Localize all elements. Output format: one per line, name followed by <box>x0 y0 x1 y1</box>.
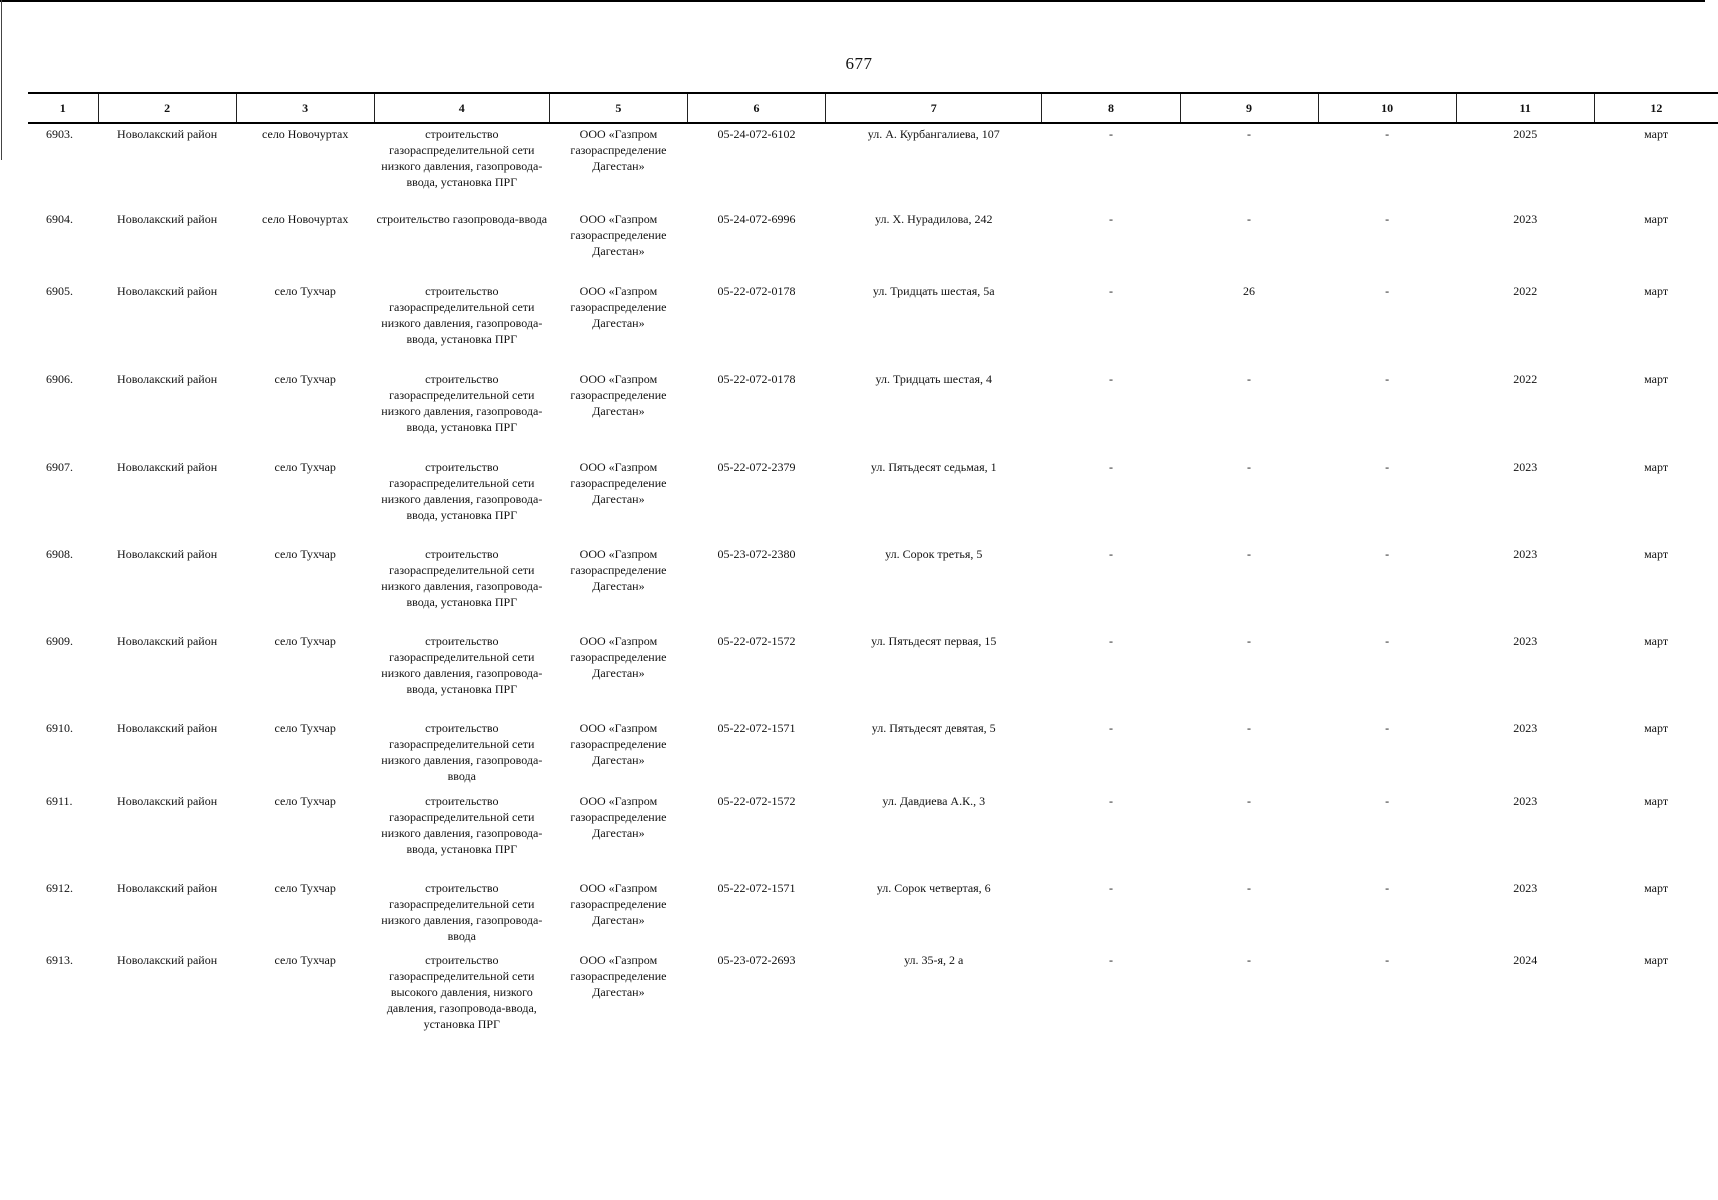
work-description-cell-text: строительство газораспределительной сети низкого давления, газопровода-ввода, установка ПРГ <box>381 794 543 856</box>
work-description-cell-text: строительство газораспределительной сети низкого давления, газопровода-ввода <box>381 881 543 943</box>
address-cell <box>826 370 1042 458</box>
year-cell <box>1456 879 1594 951</box>
column-10-cell-text: - <box>1385 284 1390 298</box>
column-8-cell <box>1042 545 1180 632</box>
settlement-cell <box>236 123 374 210</box>
cadastral-number-cell <box>687 370 825 458</box>
column-10-cell <box>1318 458 1456 545</box>
address-cell-text: ул. А. Курбангалиева, 107 <box>867 127 1000 141</box>
month-cell-text: март <box>1644 212 1669 226</box>
district-cell <box>98 719 236 792</box>
cadastral-number-cell-text: 05-22-072-0178 <box>717 372 796 386</box>
work-description-cell-text: строительство газораспределительной сети низкого давления, газопровода-ввода, установка ПРГ <box>381 284 543 346</box>
district-cell-text: Новолакский район <box>117 881 218 895</box>
year-cell-text: 2023 <box>1513 460 1538 474</box>
month-cell-text: март <box>1644 372 1669 386</box>
column-8-cell-text: - <box>1108 372 1113 386</box>
address-cell <box>826 632 1042 719</box>
address-cell <box>826 282 1042 370</box>
address-cell-text: ул. Сорок третья, 5 <box>885 547 983 561</box>
row-number <box>28 282 98 370</box>
month-cell <box>1594 458 1718 545</box>
organization-cell-text: ООО «Газпром газораспределение Дагестан» <box>570 284 667 330</box>
organization-cell <box>549 282 687 370</box>
year-cell-text: 2023 <box>1513 547 1538 561</box>
address-cell-text: ул. Пятьдесят седьмая, 1 <box>870 460 997 474</box>
settlement-cell-text: село Тухчар <box>274 881 336 895</box>
column-8-cell <box>1042 792 1180 879</box>
table-row <box>28 545 1718 632</box>
month-cell-text: март <box>1644 953 1669 967</box>
month-cell-text: март <box>1644 547 1669 561</box>
cadastral-number-cell <box>687 951 825 1033</box>
row-number <box>28 458 98 545</box>
month-cell-text: март <box>1644 127 1669 141</box>
table-row <box>28 879 1718 951</box>
district-cell-text: Новолакский район <box>117 547 218 561</box>
table-row <box>28 123 1718 210</box>
settlement-cell-text: село Тухчар <box>274 372 336 386</box>
address-cell-text: ул. Давдиева А.К., 3 <box>882 794 986 808</box>
cadastral-number-cell-text: 05-22-072-0178 <box>717 284 796 298</box>
column-9-cell <box>1180 370 1318 458</box>
row-number <box>28 123 98 210</box>
settlement-cell <box>236 458 374 545</box>
cadastral-number-cell-text: 05-23-072-2380 <box>717 547 796 561</box>
row-number <box>28 632 98 719</box>
row-number <box>28 951 98 1033</box>
column-8-cell-text: - <box>1108 794 1113 808</box>
year-cell-text: 2024 <box>1513 953 1538 967</box>
column-10-cell-text: - <box>1385 953 1390 967</box>
settlement-cell-text: село Тухчар <box>274 460 336 474</box>
month-cell <box>1594 792 1718 879</box>
work-description-cell-text: строительство газораспределительной сети низкого давления, газопровода-ввода, установка ПРГ <box>381 127 543 189</box>
work-description-cell <box>374 879 549 951</box>
district-cell <box>98 458 236 545</box>
column-10-cell <box>1318 123 1456 210</box>
district-cell <box>98 370 236 458</box>
column-8-cell <box>1042 123 1180 210</box>
settlement-cell-text: село Новочуртах <box>262 127 349 141</box>
settlement-cell <box>236 719 374 792</box>
month-cell <box>1594 210 1718 282</box>
settlement-cell <box>236 792 374 879</box>
column-header: 6 <box>687 93 825 123</box>
address-cell <box>826 210 1042 282</box>
table-row <box>28 282 1718 370</box>
column-9-cell <box>1180 719 1318 792</box>
column-9-cell <box>1180 282 1318 370</box>
district-cell <box>98 632 236 719</box>
header-row <box>28 93 1718 123</box>
column-10-cell-text: - <box>1385 127 1390 141</box>
column-8-cell-text: - <box>1108 881 1113 895</box>
table-row <box>28 370 1718 458</box>
cadastral-number-cell-text: 05-24-072-6996 <box>717 212 796 226</box>
column-header: 2 <box>98 93 236 123</box>
column-10-cell <box>1318 545 1456 632</box>
organization-cell <box>549 879 687 951</box>
district-cell <box>98 951 236 1033</box>
column-10-cell <box>1318 282 1456 370</box>
column-8-cell <box>1042 719 1180 792</box>
work-description-cell <box>374 719 549 792</box>
work-description-cell-text: строительство газопровода-ввода <box>376 212 548 226</box>
settlement-cell-text: село Новочуртах <box>262 212 349 226</box>
work-description-cell-text: строительство газораспределительной сети высокого давления, низкого давления, газопровода-ввода, установка ПРГ <box>386 953 537 1031</box>
address-cell <box>826 123 1042 210</box>
column-header: 10 <box>1318 93 1456 123</box>
row-number <box>28 370 98 458</box>
year-cell-text: 2023 <box>1513 721 1538 735</box>
year-cell <box>1456 282 1594 370</box>
column-10-cell <box>1318 632 1456 719</box>
year-cell-text: 2023 <box>1513 212 1538 226</box>
column-9-cell <box>1180 458 1318 545</box>
month-cell <box>1594 632 1718 719</box>
organization-cell <box>549 719 687 792</box>
column-header: 7 <box>826 93 1042 123</box>
row-number <box>28 792 98 879</box>
month-cell <box>1594 719 1718 792</box>
district-cell <box>98 210 236 282</box>
address-cell <box>826 545 1042 632</box>
column-header: 12 <box>1594 93 1718 123</box>
cadastral-number-cell-text: 05-22-072-2379 <box>717 460 796 474</box>
column-10-cell-text: - <box>1385 460 1390 474</box>
organization-cell-text: ООО «Газпром газораспределение Дагестан» <box>570 794 667 840</box>
settlement-cell-text: село Тухчар <box>274 953 336 967</box>
settlement-cell-text: село Тухчар <box>274 721 336 735</box>
row-number-text: 6912. <box>46 881 73 895</box>
district-cell <box>98 545 236 632</box>
work-description-cell <box>374 123 549 210</box>
top-rule <box>0 0 1705 2</box>
row-number <box>28 545 98 632</box>
column-9-cell <box>1180 792 1318 879</box>
table-row <box>28 632 1718 719</box>
district-cell <box>98 879 236 951</box>
column-10-cell-text: - <box>1385 634 1390 648</box>
address-cell <box>826 792 1042 879</box>
organization-cell <box>549 632 687 719</box>
column-8-cell <box>1042 210 1180 282</box>
row-number-text: 6907. <box>46 460 73 474</box>
cadastral-number-cell <box>687 458 825 545</box>
month-cell-text: март <box>1644 284 1669 298</box>
row-number <box>28 879 98 951</box>
organization-cell <box>549 210 687 282</box>
district-cell-text: Новолакский район <box>117 284 218 298</box>
column-9-cell <box>1180 210 1318 282</box>
column-9-cell-text: 26 <box>1243 284 1256 298</box>
work-description-cell-text: строительство газораспределительной сети низкого давления, газопровода-ввода, установка ПРГ <box>381 547 543 609</box>
organization-cell-text: ООО «Газпром газораспределение Дагестан» <box>570 547 667 593</box>
year-cell <box>1456 545 1594 632</box>
column-header: 4 <box>374 93 549 123</box>
column-9-cell-text: - <box>1247 212 1252 226</box>
row-number-text: 6904. <box>46 212 73 226</box>
month-cell-text: март <box>1644 794 1669 808</box>
district-cell-text: Новолакский район <box>117 794 218 808</box>
work-description-cell-text: строительство газораспределительной сети низкого давления, газопровода-ввода, установка ПРГ <box>381 634 543 696</box>
address-cell-text: ул. Тридцать шестая, 4 <box>875 372 992 386</box>
address-cell-text: ул. Пятьдесят девятая, 5 <box>871 721 996 735</box>
address-cell-text: ул. 35-я, 2 а <box>904 953 964 967</box>
address-cell <box>826 458 1042 545</box>
organization-cell <box>549 370 687 458</box>
year-cell <box>1456 719 1594 792</box>
district-cell <box>98 282 236 370</box>
year-cell <box>1456 370 1594 458</box>
column-9-cell <box>1180 951 1318 1033</box>
organization-cell-text: ООО «Газпром газораспределение Дагестан» <box>570 634 667 680</box>
year-cell <box>1456 123 1594 210</box>
year-cell <box>1456 632 1594 719</box>
address-cell-text: ул. Сорок четвертая, 6 <box>876 881 991 895</box>
column-8-cell <box>1042 879 1180 951</box>
column-8-cell-text: - <box>1108 460 1113 474</box>
address-cell-text: ул. Х. Нурадилова, 242 <box>875 212 993 226</box>
column-9-cell-text: - <box>1247 634 1252 648</box>
month-cell <box>1594 370 1718 458</box>
column-header: 5 <box>549 93 687 123</box>
cadastral-number-cell <box>687 123 825 210</box>
year-cell-text: 2023 <box>1513 881 1538 895</box>
page-number: 677 <box>845 54 873 73</box>
column-header: 9 <box>1180 93 1318 123</box>
address-cell <box>826 951 1042 1033</box>
column-9-cell <box>1180 879 1318 951</box>
organization-cell <box>549 792 687 879</box>
column-10-cell <box>1318 370 1456 458</box>
register-table <box>28 92 1718 1033</box>
column-9-cell <box>1180 123 1318 210</box>
cadastral-number-cell-text: 05-22-072-1571 <box>717 881 796 895</box>
address-cell <box>826 879 1042 951</box>
district-cell-text: Новолакский район <box>117 372 218 386</box>
district-cell <box>98 792 236 879</box>
cadastral-number-cell-text: 05-23-072-2693 <box>717 953 796 967</box>
column-8-cell-text: - <box>1108 212 1113 226</box>
organization-cell-text: ООО «Газпром газораспределение Дагестан» <box>570 721 667 767</box>
column-9-cell <box>1180 545 1318 632</box>
settlement-cell <box>236 951 374 1033</box>
organization-cell <box>549 123 687 210</box>
month-cell <box>1594 545 1718 632</box>
table-row <box>28 458 1718 545</box>
year-cell-text: 2022 <box>1513 372 1538 386</box>
settlement-cell-text: село Тухчар <box>274 794 336 808</box>
organization-cell-text: ООО «Газпром газораспределение Дагестан» <box>570 460 667 506</box>
row-number-text: 6911. <box>46 794 73 808</box>
column-9-cell-text: - <box>1247 460 1252 474</box>
column-9-cell-text: - <box>1247 547 1252 561</box>
column-8-cell-text: - <box>1108 634 1113 648</box>
organization-cell-text: ООО «Газпром газораспределение Дагестан» <box>570 212 667 258</box>
table-row <box>28 792 1718 879</box>
cadastral-number-cell-text: 05-22-072-1572 <box>717 794 796 808</box>
organization-cell-text: ООО «Газпром газораспределение Дагестан» <box>570 953 667 999</box>
column-10-cell <box>1318 879 1456 951</box>
settlement-cell-text: село Тухчар <box>274 284 336 298</box>
month-cell-text: март <box>1644 881 1669 895</box>
district-cell-text: Новолакский район <box>117 460 218 474</box>
settlement-cell <box>236 282 374 370</box>
table-row <box>28 210 1718 282</box>
column-8-cell-text: - <box>1108 721 1113 735</box>
column-header: 11 <box>1456 93 1594 123</box>
settlement-cell <box>236 210 374 282</box>
work-description-cell <box>374 458 549 545</box>
organization-cell-text: ООО «Газпром газораспределение Дагестан» <box>570 127 667 173</box>
cadastral-number-cell-text: 05-22-072-1571 <box>717 721 796 735</box>
column-9-cell-text: - <box>1247 127 1252 141</box>
district-cell <box>98 123 236 210</box>
column-10-cell-text: - <box>1385 372 1390 386</box>
district-cell-text: Новолакский район <box>117 212 218 226</box>
month-cell <box>1594 879 1718 951</box>
column-8-cell-text: - <box>1108 284 1113 298</box>
district-cell-text: Новолакский район <box>117 721 218 735</box>
column-8-cell <box>1042 282 1180 370</box>
column-10-cell <box>1318 210 1456 282</box>
column-header: 1 <box>28 93 98 123</box>
work-description-cell <box>374 951 549 1033</box>
row-number-text: 6908. <box>46 547 73 561</box>
column-8-cell-text: - <box>1108 127 1113 141</box>
work-description-cell <box>374 282 549 370</box>
column-8-cell-text: - <box>1108 547 1113 561</box>
work-description-cell <box>374 370 549 458</box>
settlement-cell <box>236 370 374 458</box>
column-8-cell <box>1042 951 1180 1033</box>
column-header: 8 <box>1042 93 1180 123</box>
address-cell-text: ул. Тридцать шестая, 5а <box>872 284 995 298</box>
district-cell-text: Новолакский район <box>117 127 218 141</box>
work-description-cell <box>374 632 549 719</box>
year-cell <box>1456 210 1594 282</box>
column-10-cell-text: - <box>1385 212 1390 226</box>
work-description-cell-text: строительство газораспределительной сети низкого давления, газопровода-ввода <box>381 721 543 783</box>
organization-cell <box>549 951 687 1033</box>
row-number-text: 6906. <box>46 372 73 386</box>
month-cell-text: март <box>1644 634 1669 648</box>
year-cell <box>1456 951 1594 1033</box>
column-8-cell <box>1042 370 1180 458</box>
column-header: 3 <box>236 93 374 123</box>
column-9-cell-text: - <box>1247 372 1252 386</box>
address-cell-text: ул. Пятьдесят первая, 15 <box>871 634 997 648</box>
month-cell-text: март <box>1644 460 1669 474</box>
column-8-cell <box>1042 458 1180 545</box>
row-number <box>28 719 98 792</box>
cadastral-number-cell <box>687 632 825 719</box>
month-cell <box>1594 123 1718 210</box>
month-cell <box>1594 951 1718 1033</box>
work-description-cell-text: строительство газораспределительной сети низкого давления, газопровода-ввода, установка ПРГ <box>381 460 543 522</box>
year-cell-text: 2025 <box>1513 127 1538 141</box>
column-9-cell-text: - <box>1247 794 1252 808</box>
row-number <box>28 210 98 282</box>
cadastral-number-cell <box>687 792 825 879</box>
work-description-cell <box>374 210 549 282</box>
work-description-cell <box>374 792 549 879</box>
column-9-cell-text: - <box>1247 881 1252 895</box>
settlement-cell <box>236 545 374 632</box>
column-10-cell <box>1318 792 1456 879</box>
table-row <box>28 951 1718 1033</box>
year-cell <box>1456 792 1594 879</box>
column-10-cell <box>1318 951 1456 1033</box>
cadastral-number-cell <box>687 545 825 632</box>
work-description-cell <box>374 545 549 632</box>
row-number-text: 6905. <box>46 284 73 298</box>
month-cell <box>1594 282 1718 370</box>
cadastral-number-cell-text: 05-24-072-6102 <box>717 127 796 141</box>
cadastral-number-cell <box>687 282 825 370</box>
row-number-text: 6909. <box>46 634 73 648</box>
month-cell-text: март <box>1644 721 1669 735</box>
table-body <box>28 123 1718 1033</box>
column-10-cell <box>1318 719 1456 792</box>
address-cell <box>826 719 1042 792</box>
year-cell <box>1456 458 1594 545</box>
column-9-cell-text: - <box>1247 953 1252 967</box>
organization-cell-text: ООО «Газпром газораспределение Дагестан» <box>570 881 667 927</box>
column-10-cell-text: - <box>1385 881 1390 895</box>
year-cell-text: 2023 <box>1513 794 1538 808</box>
cadastral-number-cell <box>687 210 825 282</box>
row-number-text: 6913. <box>46 953 73 967</box>
work-description-cell-text: строительство газораспределительной сети низкого давления, газопровода-ввода, установка ПРГ <box>381 372 543 434</box>
cadastral-number-cell <box>687 719 825 792</box>
column-10-cell-text: - <box>1385 794 1390 808</box>
column-8-cell <box>1042 632 1180 719</box>
column-10-cell-text: - <box>1385 721 1390 735</box>
year-cell-text: 2022 <box>1513 284 1538 298</box>
cadastral-number-cell <box>687 879 825 951</box>
row-number-text: 6910. <box>46 721 73 735</box>
settlement-cell-text: село Тухчар <box>274 547 336 561</box>
cadastral-number-cell-text: 05-22-072-1572 <box>717 634 796 648</box>
settlement-cell-text: село Тухчар <box>274 634 336 648</box>
settlement-cell <box>236 879 374 951</box>
left-margin-rule <box>1 0 2 160</box>
organization-cell-text: ООО «Газпром газораспределение Дагестан» <box>570 372 667 418</box>
organization-cell <box>549 458 687 545</box>
column-9-cell-text: - <box>1247 721 1252 735</box>
district-cell-text: Новолакский район <box>117 634 218 648</box>
column-10-cell-text: - <box>1385 547 1390 561</box>
column-9-cell <box>1180 632 1318 719</box>
organization-cell <box>549 545 687 632</box>
district-cell-text: Новолакский район <box>117 953 218 967</box>
table-row <box>28 719 1718 792</box>
row-number-text: 6903. <box>46 127 73 141</box>
column-8-cell-text: - <box>1108 953 1113 967</box>
settlement-cell <box>236 632 374 719</box>
year-cell-text: 2023 <box>1513 634 1538 648</box>
